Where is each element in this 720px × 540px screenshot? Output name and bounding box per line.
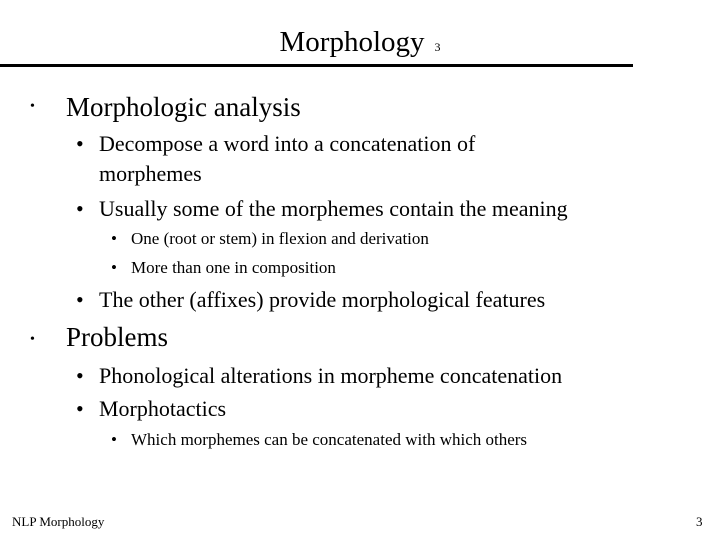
bullet-point-5: • bbox=[76, 396, 84, 421]
point-decompose-word: Decompose a word into a concatenation of bbox=[99, 131, 476, 156]
sub-bullet-1: • bbox=[111, 229, 117, 248]
title-slide-number: 3 bbox=[434, 40, 441, 54]
footer-page-number: 3 bbox=[696, 514, 703, 529]
point-usually-some-morphemes: Usually some of the morphemes contain the meaning bbox=[99, 196, 568, 221]
point-affixes: The other (affixes) provide morphological features bbox=[99, 287, 546, 312]
bullet-section-1: • bbox=[30, 99, 35, 114]
sub-bullet-3: • bbox=[111, 430, 117, 449]
section-heading-morphologic-analysis: Morphologic analysis bbox=[66, 92, 301, 122]
bullet-point-1: • bbox=[76, 131, 84, 156]
point-morphotactics: Morphotactics bbox=[99, 396, 227, 421]
slide-title bbox=[0, 24, 720, 65]
sub-point-root-or-stem: One (root or stem) in flexion and derivation bbox=[131, 229, 429, 248]
section-heading-problems: Problems bbox=[66, 322, 169, 352]
footer-label: NLP Morphology bbox=[12, 514, 105, 529]
sub-point-which-morphemes: Which morphemes can be concatenated with which others bbox=[131, 430, 528, 449]
bullet-point-2: • bbox=[76, 196, 84, 221]
bullet-section-2: • bbox=[30, 332, 35, 347]
title-text: Morphology bbox=[279, 26, 425, 58]
bullet-point-4: • bbox=[76, 363, 84, 388]
point-phonological-alterations: Phonological alterations in morpheme concatenation bbox=[99, 363, 563, 388]
bullet-point-3: • bbox=[76, 287, 84, 312]
title-divider bbox=[0, 64, 633, 67]
sub-point-composition: More than one in composition bbox=[131, 258, 336, 277]
point-decompose-word-cont: morphemes bbox=[99, 161, 202, 186]
sub-bullet-2: • bbox=[111, 258, 117, 277]
